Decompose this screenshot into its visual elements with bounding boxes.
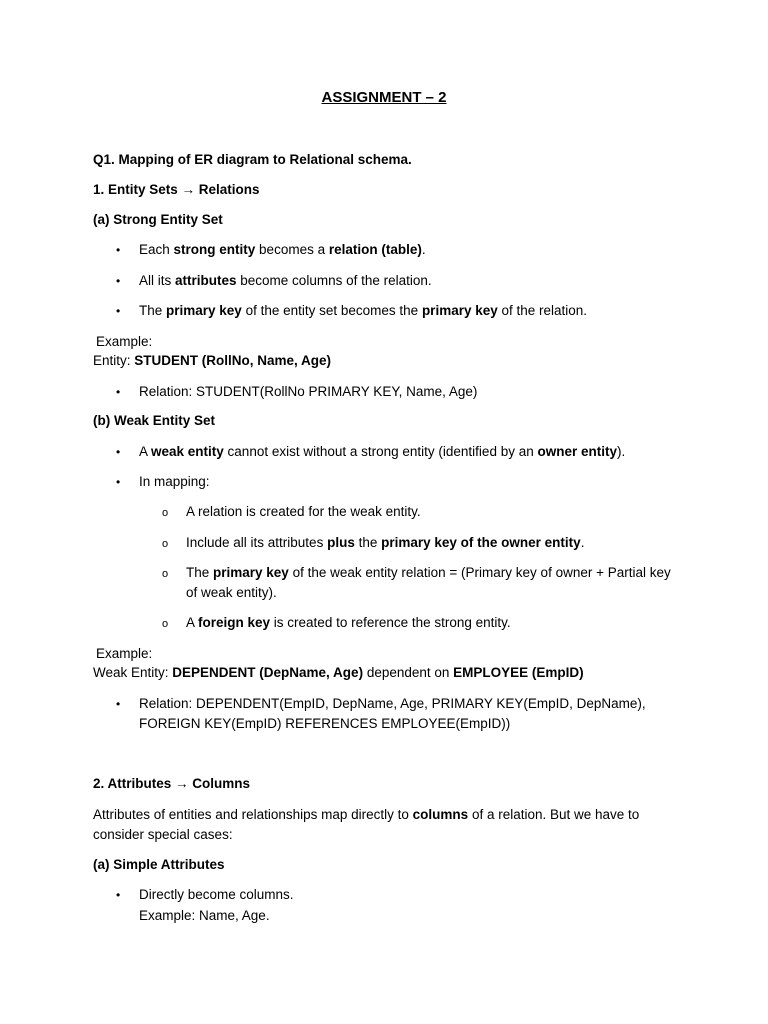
bullet-icon: • — [116, 697, 121, 711]
list-item: • All its attributes become columns of the relation. — [139, 271, 699, 291]
list-item: • Each strong entity becomes a relation (table). — [139, 240, 699, 260]
circle-bullet-icon: o — [162, 568, 169, 580]
section-1-heading: 1. Entity Sets → Relations — [93, 182, 260, 197]
circle-bullet-icon: o — [162, 538, 169, 550]
section-2-heading: 2. Attributes → Columns — [93, 776, 251, 791]
bullet-icon: • — [116, 475, 121, 489]
sub-list-item: o A relation is created for the weak entity. — [186, 502, 686, 522]
bullet-icon: • — [116, 274, 121, 288]
list-item: • Directly become columns. — [139, 885, 699, 905]
example-entity: Entity: STUDENT (RollNo, Name, Age) — [93, 353, 332, 368]
list-item: • In mapping: — [139, 472, 699, 492]
section-2a-heading: (a) Simple Attributes — [93, 857, 225, 872]
bullet-icon: • — [116, 385, 121, 399]
section-1b-heading: (b) Weak Entity Set — [93, 413, 216, 428]
example-entity: Weak Entity: DEPENDENT (DepName, Age) dependent on EMPLOYEE (EmpID) — [93, 665, 584, 680]
bullet-icon: • — [116, 243, 121, 257]
circle-bullet-icon: o — [162, 507, 169, 519]
bullet-icon: • — [116, 445, 121, 459]
circle-bullet-icon: o — [162, 618, 169, 630]
bullet-icon: • — [116, 304, 121, 318]
list-item: • A weak entity cannot exist without a strong entity (identified by an owner entity). — [139, 442, 699, 462]
example-label: Example: — [96, 646, 153, 661]
page-title: ASSIGNMENT – 2 — [321, 89, 447, 106]
bullet-icon: • — [116, 888, 121, 902]
section-1a-heading: (a) Strong Entity Set — [93, 212, 223, 227]
example-label: Example: — [96, 334, 153, 349]
q1-heading: Q1. Mapping of ER diagram to Relational schema. — [93, 152, 412, 167]
section-2-paragraph: Attributes of entities and relationships map directly to columns of a relation. But we have to consider special cases: — [93, 807, 640, 842]
sub-list-item: o A foreign key is created to reference the strong entity. — [186, 613, 686, 633]
list-item: • The primary key of the entity set becomes the primary key of the relation. — [139, 301, 699, 321]
sub-list-item: o The primary key of the weak entity relation = (Primary key of owner + Partial key of weak entity). — [162, 565, 671, 600]
sub-list-item: o Include all its attributes plus the primary key of the owner entity. — [186, 533, 686, 553]
list-item-continuation: Example: Name, Age. — [139, 908, 270, 923]
list-item: • Relation: DEPENDENT(EmpID, DepName, Age, PRIMARY KEY(EmpID, DepName), FOREIGN KEY(EmpID) REFERENCES EMPLOYEE(EmpID)) — [116, 696, 646, 731]
list-item: • Relation: STUDENT(RollNo PRIMARY KEY, Name, Age) — [139, 382, 699, 402]
